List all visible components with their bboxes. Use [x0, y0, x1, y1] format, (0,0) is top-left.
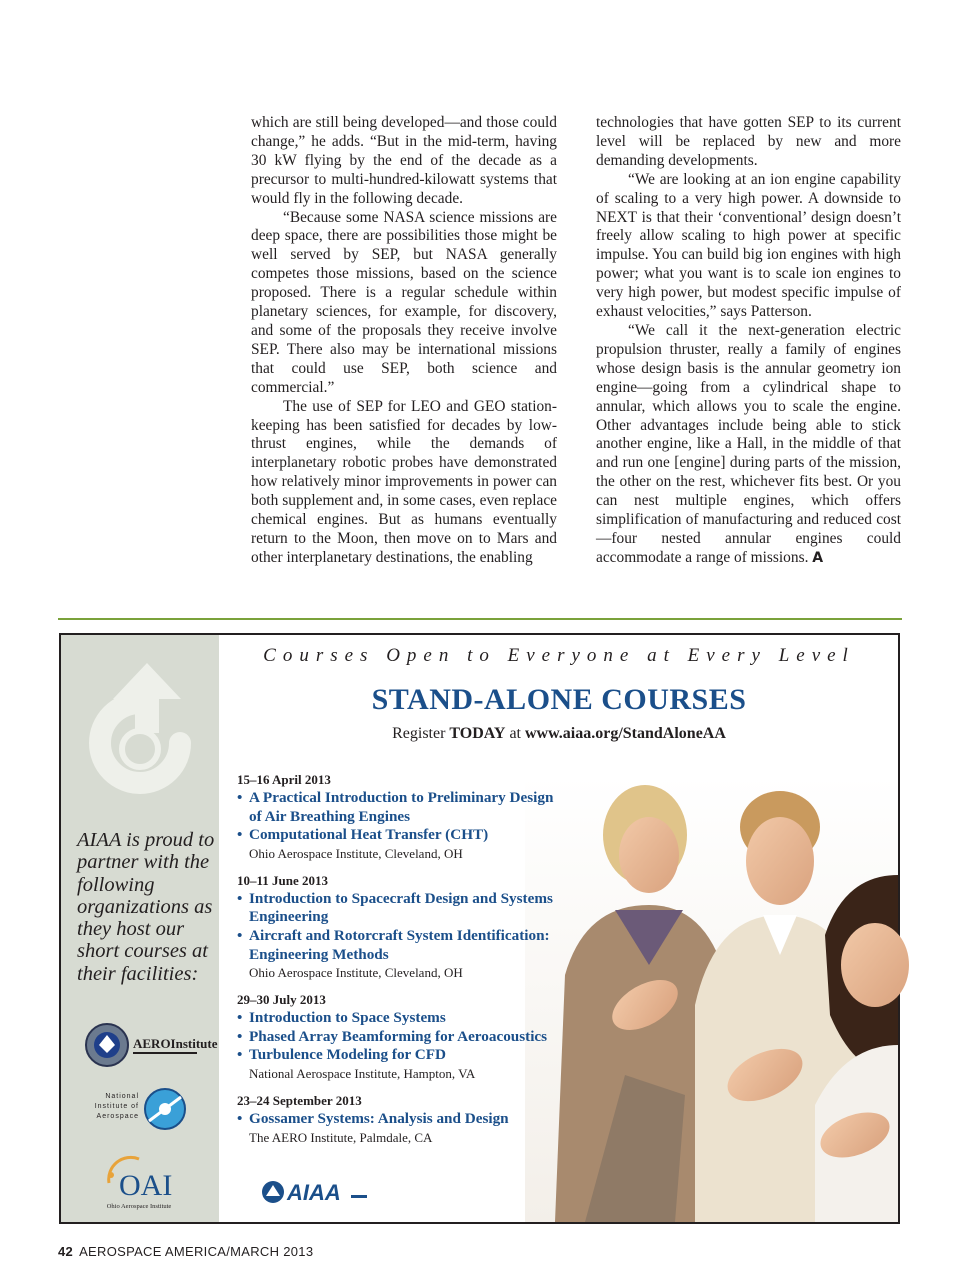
course-title: Introduction to Space Systems: [249, 1009, 446, 1027]
register-at: at: [509, 725, 521, 742]
bullet-icon: •: [237, 1046, 243, 1064]
course-item[interactable]: [237, 890, 567, 927]
audience-clapping-photo: [525, 775, 898, 1222]
course-title: Aircraft and Rotorcraft System Identification: Engineering Methods: [249, 926, 550, 963]
session-date: 10–11 June 2013: [237, 872, 329, 888]
course-title: A Practical Introduction to Preliminary Design of Air Breathing Engines: [249, 789, 554, 825]
bullet-icon: •: [237, 926, 243, 944]
page-footer: [58, 1244, 313, 1259]
bullet-icon: •: [237, 1109, 243, 1127]
register-prefix: Register: [392, 725, 446, 742]
partner-panel: [61, 635, 219, 1222]
course-title: Turbulence Modeling for CFD: [249, 1046, 447, 1064]
bullet-icon: •: [237, 1027, 243, 1045]
course-item[interactable]: [237, 1110, 567, 1129]
paragraph: technologies that have gotten SEP to its current level will be replaced by new and more demanding developments.: [596, 114, 901, 169]
oai-subtitle: Ohio Aerospace Institute: [106, 1203, 172, 1210]
course-schedule: [237, 771, 567, 1156]
oai-wordmark: OAI: [119, 1169, 173, 1202]
course-title: Introduction to Spacecraft Design and Systems Engineering: [249, 889, 553, 926]
nia-logo: [77, 1087, 209, 1133]
end-of-article-mark: A: [812, 549, 824, 566]
paragraph: which are still being developed—and those could change,” he adds. “But in the mid-term, having 30 kW flying by the end of the decade as a precursor to multi-hundred-kilowatt systems that would fly in the following decade.: [251, 114, 557, 207]
nia-wordmark-3: Aerospace: [96, 1113, 139, 1120]
article-column-right: [596, 114, 901, 568]
course-title: Phased Array Beamforming for Aeroacoustics: [249, 1027, 548, 1045]
session-block: [237, 872, 567, 981]
session-location: Ohio Aerospace Institute, Cleveland, OH: [249, 845, 463, 861]
ad-headline: STAND-ALONE COURSES: [371, 683, 747, 716]
nia-wordmark-1: National: [105, 1093, 139, 1100]
session-location: The AERO Institute, Palmdale, CA: [249, 1129, 433, 1145]
course-title: Gossamer Systems: Analysis and Design: [249, 1109, 509, 1127]
paragraph: The use of SEP for LEO and GEO station-keeping has been satisfied for decades by low-thrust engines, while the demands of interplanetary robotic probes have demonstrated how relatively minor improvements in power can both supplement and, in some cases, even replace chemical engines. But as humans eventually return to the Moon, then move on to Mars and other interplanetary destinations, the enabling: [251, 397, 557, 566]
aero-institute-wordmark: AEROInstitute: [133, 1036, 218, 1051]
bullet-icon: •: [237, 826, 243, 844]
session-date: 23–24 September 2013: [237, 1092, 362, 1108]
paragraph: “We are looking at an ion engine capability of scaling to a very high power. A downside to NEXT is that their ‘conventional’ design doesn’t freely allow scaling to high power at specific impulse. You can build big ion engines with high power; what you want is to scale ion engines to very high power, but modest specific impulse of exhaust velocities,” says Patterson.: [596, 170, 901, 321]
article-column-left: [251, 114, 557, 568]
session-block: [237, 771, 567, 862]
paragraph-last: [596, 322, 901, 568]
register-url[interactable]: www.aiaa.org/StandAloneAA: [525, 725, 726, 742]
course-item[interactable]: [237, 789, 567, 826]
course-item[interactable]: [237, 826, 567, 845]
page-number: 42: [58, 1244, 74, 1259]
advertisement: [59, 633, 900, 1224]
ad-tagline: Courses Open to Everyone at Every Level: [263, 645, 855, 666]
aiaa-logo: [261, 1179, 373, 1205]
session-date: 15–16 April 2013: [237, 772, 331, 787]
publication-info: AEROSPACE AMERICA/MARCH 2013: [79, 1244, 314, 1259]
session-location: Ohio Aerospace Institute, Cleveland, OH: [249, 965, 463, 981]
register-line: [221, 725, 897, 743]
ad-header: [221, 645, 897, 743]
partner-statement: AIAA is proud to partner with the following organizations as they host our short courses at their facilities:: [77, 829, 215, 985]
paragraph-text: “We call it the next-generation electric propulsion thruster, really a family of engines whose design basis is the annular geometry ion engine—going from a cylindrical shape to annular, which allows you to scale the engine. Other advantages include being able to stick another engine, like a Hall, in the middle of that and run one [engine] during parts of the mission, the other on the rest, whichever fits best. Or you can nest multiple engines, which offers simplification of manufacturing and reduced cost—four nested annular engines could accommodate a range of missions.: [596, 321, 901, 566]
oai-logo: [99, 1153, 181, 1211]
course-item[interactable]: [237, 1028, 567, 1047]
paragraph: “Because some NASA science missions are deep space, there are possibilities those might be well served by SEP, but NASA generally competes those missions, based on the science proposed. There is a regular schedule within planetary sciences, for example, for discovery, and some of the proposals they receive involve SEP. There also may be international missions that could use SEP, both science and commercial.”: [251, 208, 557, 396]
bullet-icon: •: [237, 1009, 243, 1027]
session-date: 29–30 July 2013: [237, 992, 326, 1008]
register-today: TODAY: [449, 725, 506, 742]
session-block: [237, 991, 567, 1082]
session-location: National Aerospace Institute, Hampton, VA: [249, 1065, 476, 1081]
aero-institute-logo: [85, 1020, 218, 1070]
session-block: [237, 1092, 567, 1146]
course-item[interactable]: [237, 1046, 567, 1065]
course-item[interactable]: [237, 1009, 567, 1028]
course-item[interactable]: [237, 927, 567, 964]
swirl-arrow-icon: [85, 663, 195, 813]
nia-wordmark-2: Institute of: [94, 1103, 139, 1110]
course-title: Computational Heat Transfer (CHT): [249, 826, 489, 844]
bullet-icon: •: [237, 789, 243, 806]
bullet-icon: •: [237, 889, 243, 907]
section-divider: [58, 618, 902, 620]
aiaa-wordmark: AIAA: [287, 1180, 341, 1205]
